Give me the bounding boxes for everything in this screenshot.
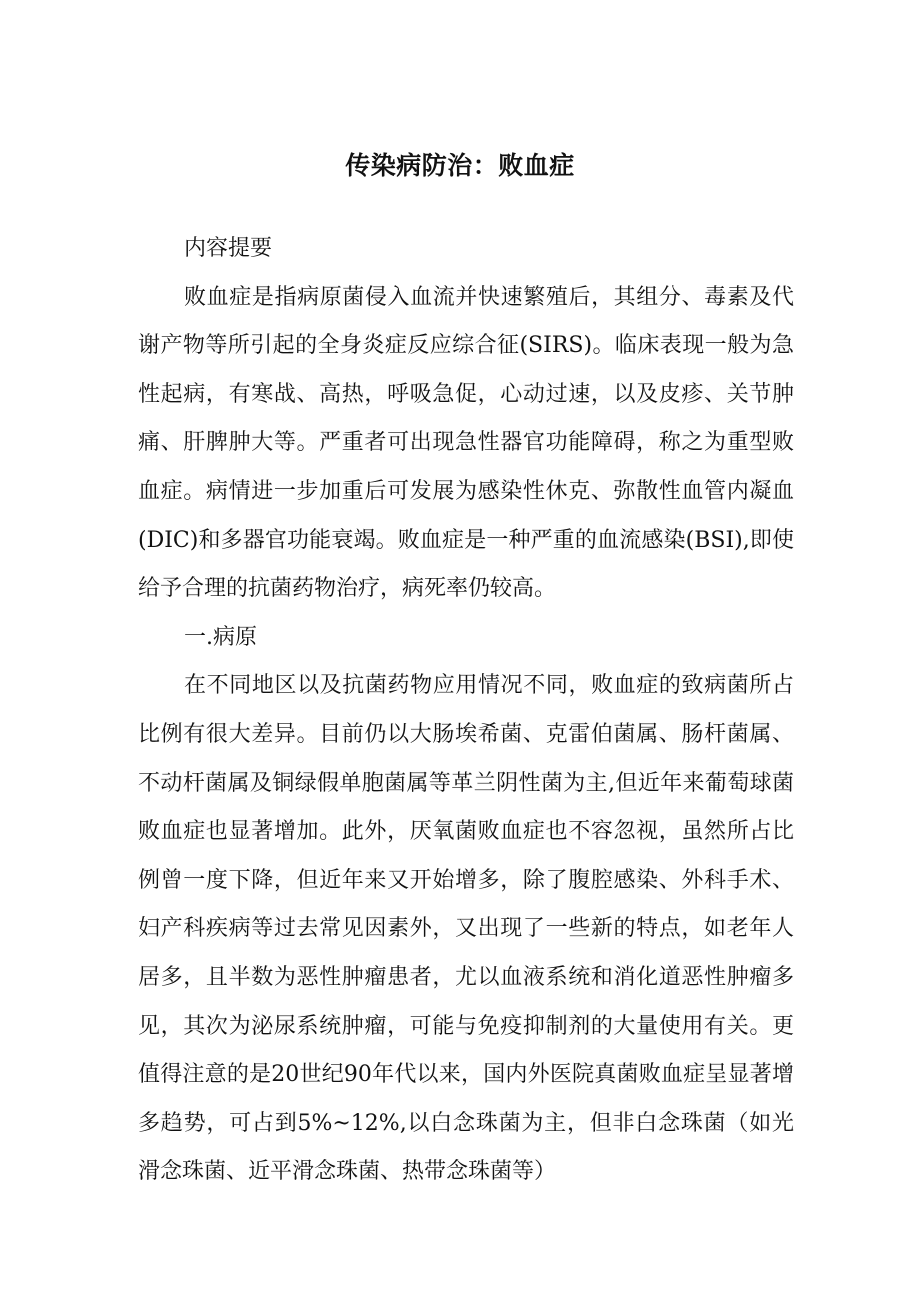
document-body xyxy=(138,225,794,1197)
paragraph-summary: 败血症是指病原菌侵入血流并快速繁殖后，其组分、毒素及代谢产物等所引起的全身炎症反应综合征(SIRS)。临床表现一般为急性起病，有寒战、高热，呼吸急促，心动过速，以及皮疹、关节肿痛、肝脾肿大等。严重者可出现急性器官功能障碍，称之为重型败血症。病情进一步加重后可发展为感染性休克、弥散性血管内凝血(DIC)和多器官功能衰竭。败血症是一种严重的血流感染(BSI),即使给予合理的抗菌药物治疗，病死率仍较高。 xyxy=(138,284,794,602)
paragraph-pathogen: 在不同地区以及抗菌药物应用情况不同，败血症的致病菌所占比例有很大差异。目前仍以大肠埃希菌、克雷伯菌属、肠杆菌属、不动杆菌属及铜绿假单胞菌属等革兰阴性菌为主,但近年来葡萄球菌败血症也显著增加。此外，厌氧菌败血症也不容忽视，虽然所占比例曾一度下降，但近年来又开始增多，除了腹腔感染、外科手术、妇产科疾病等过去常见因素外，又出现了一些新的特点，如老年人居多，且半数为恶性肿瘤患者，尤以血液系统和消化道恶性肿瘤多见，其次为泌尿系统肿瘤，可能与免疫抑制剂的大量使用有关。更值得注意的是20世纪90年代以来，国内外医院真菌败血症呈显著增多趋势，可占到5%~12%,以白念珠菌为主，但非白念珠菌（如光滑念珠菌、近平滑念珠菌、热带念珠菌等） xyxy=(138,673,794,1185)
section-heading-summary: 内容提要 xyxy=(184,236,273,261)
document-title: 传染病防治：败血症 xyxy=(345,151,575,180)
section-heading-pathogen: 一.病原 xyxy=(184,624,257,650)
